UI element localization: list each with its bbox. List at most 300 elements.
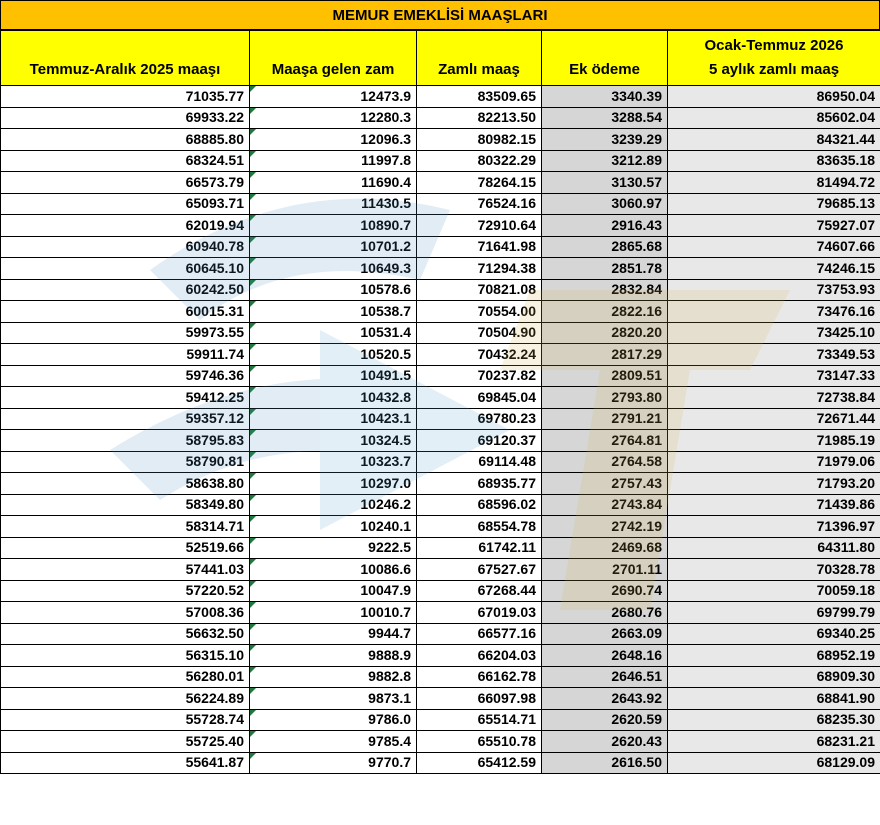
salary-2026-cell[interactable] bbox=[668, 344, 880, 366]
raised-salary-cell[interactable] bbox=[417, 150, 542, 172]
raised-salary-cell[interactable] bbox=[417, 580, 542, 602]
current-salary-cell[interactable] bbox=[1, 408, 250, 430]
cell-value: 64311.80 bbox=[817, 539, 875, 555]
cell-value: 10432.8 bbox=[360, 388, 411, 405]
extra-payment-cell[interactable] bbox=[542, 301, 668, 323]
extra-payment-cell[interactable] bbox=[542, 150, 668, 172]
raise-cell[interactable] bbox=[250, 129, 417, 151]
extra-payment-cell[interactable] bbox=[542, 387, 668, 409]
cell-value: 69933.22 bbox=[185, 109, 244, 125]
table-row bbox=[1, 731, 880, 753]
cell-value: 57441.03 bbox=[185, 560, 244, 577]
cell-value: 10538.7 bbox=[360, 302, 411, 319]
extra-payment-cell[interactable] bbox=[542, 236, 668, 258]
cell-value: 12473.9 bbox=[360, 87, 411, 104]
salary-2026-cell[interactable] bbox=[668, 494, 880, 516]
raise-cell[interactable] bbox=[250, 731, 417, 753]
salary-2026-cell[interactable] bbox=[668, 451, 880, 473]
table-row bbox=[1, 559, 880, 581]
cell-error-marker bbox=[250, 86, 256, 92]
cell-value: 2764.81 bbox=[611, 431, 662, 448]
cell-error-marker bbox=[250, 430, 256, 436]
raise-cell[interactable] bbox=[250, 86, 417, 108]
current-salary-cell[interactable] bbox=[1, 322, 250, 344]
raised-salary-cell[interactable] bbox=[417, 709, 542, 731]
current-salary-cell[interactable] bbox=[1, 666, 250, 688]
cell-value: 70554.00 bbox=[477, 302, 536, 319]
current-salary-cell[interactable] bbox=[1, 279, 250, 301]
header-row bbox=[1, 31, 880, 86]
raised-salary-cell[interactable] bbox=[417, 451, 542, 473]
current-salary-cell[interactable] bbox=[1, 559, 250, 581]
cell-value: 10520.5 bbox=[360, 345, 411, 362]
cell-value: 2620.43 bbox=[611, 732, 662, 749]
cell-value: 73147.33 bbox=[816, 367, 875, 383]
raise-cell[interactable] bbox=[250, 580, 417, 602]
extra-payment-cell[interactable] bbox=[542, 473, 668, 495]
salary-2026-cell[interactable] bbox=[668, 709, 880, 731]
cell-value: 3212.89 bbox=[611, 152, 662, 168]
salary-2026-cell[interactable] bbox=[668, 365, 880, 387]
current-salary-cell[interactable] bbox=[1, 494, 250, 516]
current-salary-cell[interactable] bbox=[1, 236, 250, 258]
extra-payment-cell[interactable] bbox=[542, 731, 668, 753]
column-header-extra-payment[interactable]: Ek ödeme bbox=[542, 31, 668, 86]
cell-value: 70328.78 bbox=[816, 560, 875, 577]
cell-value: 60242.50 bbox=[185, 281, 244, 297]
salary-2026-cell[interactable] bbox=[668, 322, 880, 344]
raised-salary-cell[interactable] bbox=[417, 172, 542, 194]
current-salary-cell[interactable] bbox=[1, 537, 250, 559]
cell-value: 69799.79 bbox=[816, 603, 875, 620]
cell-value: 68235.30 bbox=[816, 711, 875, 727]
table-row bbox=[1, 365, 880, 387]
cell-value: 66577.16 bbox=[477, 625, 536, 641]
cell-error-marker bbox=[250, 409, 256, 415]
raised-salary-cell[interactable] bbox=[417, 516, 542, 538]
raised-salary-cell[interactable] bbox=[417, 494, 542, 516]
raise-cell[interactable] bbox=[250, 215, 417, 237]
raise-cell[interactable] bbox=[250, 258, 417, 280]
cell-value: 10491.5 bbox=[360, 367, 411, 383]
cell-error-marker bbox=[250, 366, 256, 372]
salary-2026-cell[interactable] bbox=[668, 752, 880, 774]
raise-cell[interactable] bbox=[250, 709, 417, 731]
current-salary-cell[interactable] bbox=[1, 516, 250, 538]
raised-salary-cell[interactable] bbox=[417, 473, 542, 495]
current-salary-cell[interactable] bbox=[1, 344, 250, 366]
cell-value: 70059.18 bbox=[816, 582, 875, 598]
raised-salary-cell[interactable] bbox=[417, 623, 542, 645]
raise-cell[interactable] bbox=[250, 451, 417, 473]
sheet-title: MEMUR EMEKLİSİ MAAŞLARI bbox=[0, 0, 880, 30]
table-row bbox=[1, 666, 880, 688]
cell-error-marker bbox=[250, 344, 256, 350]
salary-2026-cell[interactable] bbox=[668, 107, 880, 129]
salary-2026-cell[interactable] bbox=[668, 473, 880, 495]
cell-value: 55641.87 bbox=[185, 754, 244, 770]
cell-value: 71294.38 bbox=[477, 259, 536, 276]
cell-error-marker bbox=[250, 452, 256, 458]
cell-value: 72738.84 bbox=[816, 388, 875, 405]
raise-cell[interactable] bbox=[250, 387, 417, 409]
cell-error-marker bbox=[250, 688, 256, 694]
raise-cell[interactable] bbox=[250, 322, 417, 344]
current-salary-cell[interactable] bbox=[1, 731, 250, 753]
cell-value: 68554.78 bbox=[477, 517, 536, 534]
cell-value: 56280.01 bbox=[185, 668, 244, 684]
current-salary-cell[interactable] bbox=[1, 602, 250, 624]
cell-value: 10086.6 bbox=[360, 560, 411, 577]
extra-payment-cell[interactable] bbox=[542, 193, 668, 215]
current-salary-cell[interactable] bbox=[1, 86, 250, 108]
cell-value: 2646.51 bbox=[611, 668, 662, 684]
cell-value: 83635.18 bbox=[816, 152, 875, 168]
current-salary-cell[interactable] bbox=[1, 688, 250, 710]
extra-payment-cell[interactable] bbox=[542, 580, 668, 602]
cell-value: 56632.50 bbox=[185, 625, 244, 641]
raise-cell[interactable] bbox=[250, 344, 417, 366]
cell-error-marker bbox=[250, 280, 256, 286]
raised-salary-cell[interactable] bbox=[417, 279, 542, 301]
cell-value: 60645.10 bbox=[185, 259, 244, 276]
current-salary-cell[interactable] bbox=[1, 301, 250, 323]
cell-value: 56224.89 bbox=[185, 689, 244, 706]
raised-salary-cell[interactable] bbox=[417, 430, 542, 452]
cell-value: 68885.80 bbox=[185, 130, 244, 147]
current-salary-cell[interactable] bbox=[1, 709, 250, 731]
salary-2026-cell[interactable] bbox=[668, 430, 880, 452]
raised-salary-cell[interactable] bbox=[417, 258, 542, 280]
cell-value: 57220.52 bbox=[185, 582, 244, 598]
extra-payment-cell[interactable] bbox=[542, 602, 668, 624]
raise-cell[interactable] bbox=[250, 666, 417, 688]
cell-error-marker bbox=[250, 645, 256, 651]
cell-value: 12280.3 bbox=[360, 109, 411, 125]
column-header-raise[interactable]: Maaşa gelen zam bbox=[250, 31, 417, 86]
salary-2026-cell[interactable] bbox=[668, 537, 880, 559]
raised-salary-cell[interactable] bbox=[417, 193, 542, 215]
cell-value: 11997.8 bbox=[361, 152, 411, 168]
raise-cell[interactable] bbox=[250, 430, 417, 452]
extra-payment-cell[interactable] bbox=[542, 645, 668, 667]
salary-2026-cell[interactable] bbox=[668, 516, 880, 538]
extra-payment-cell[interactable] bbox=[542, 688, 668, 710]
cell-value: 60940.78 bbox=[185, 238, 244, 254]
extra-payment-cell[interactable] bbox=[542, 537, 668, 559]
raised-salary-cell[interactable] bbox=[417, 408, 542, 430]
raised-salary-cell[interactable] bbox=[417, 559, 542, 581]
raised-salary-cell[interactable] bbox=[417, 365, 542, 387]
table-row bbox=[1, 709, 880, 731]
extra-payment-cell[interactable] bbox=[542, 258, 668, 280]
raise-cell[interactable] bbox=[250, 193, 417, 215]
cell-value: 83509.65 bbox=[477, 87, 536, 104]
cell-value: 72910.64 bbox=[477, 216, 536, 233]
salary-2026-cell[interactable] bbox=[668, 645, 880, 667]
salary-2026-cell[interactable] bbox=[668, 408, 880, 430]
raised-salary-cell[interactable] bbox=[417, 537, 542, 559]
current-salary-cell[interactable] bbox=[1, 387, 250, 409]
cell-value: 58349.80 bbox=[185, 496, 244, 512]
table-body bbox=[1, 86, 880, 774]
salary-2026-cell[interactable] bbox=[668, 86, 880, 108]
raised-salary-cell[interactable] bbox=[417, 731, 542, 753]
column-header-current-salary[interactable]: Temmuz-Aralık 2025 maaşı bbox=[1, 31, 250, 86]
table-row bbox=[1, 215, 880, 237]
table-row bbox=[1, 387, 880, 409]
salary-2026-cell[interactable] bbox=[668, 731, 880, 753]
cell-value: 72671.44 bbox=[816, 410, 875, 426]
cell-value: 2663.09 bbox=[611, 625, 662, 641]
cell-value: 55728.74 bbox=[185, 711, 244, 727]
cell-error-marker bbox=[250, 495, 256, 501]
cell-error-marker bbox=[250, 710, 256, 716]
cell-error-marker bbox=[250, 215, 256, 221]
raise-cell[interactable] bbox=[250, 279, 417, 301]
column-header-raised-salary[interactable]: Zamlı maaş bbox=[417, 31, 542, 86]
cell-value: 82213.50 bbox=[477, 109, 536, 125]
cell-value: 60015.31 bbox=[185, 302, 244, 319]
cell-value: 2793.80 bbox=[611, 388, 662, 405]
salary-2026-cell[interactable] bbox=[668, 236, 880, 258]
table-row bbox=[1, 344, 880, 366]
raised-salary-cell[interactable] bbox=[417, 752, 542, 774]
raised-salary-cell[interactable] bbox=[417, 688, 542, 710]
raise-cell[interactable] bbox=[250, 236, 417, 258]
cell-value: 3239.29 bbox=[611, 130, 662, 147]
cell-value: 70821.08 bbox=[477, 281, 536, 297]
cell-value: 59973.55 bbox=[185, 324, 244, 340]
cell-value: 80982.15 bbox=[477, 130, 536, 147]
cell-value: 2620.59 bbox=[611, 711, 662, 727]
cell-value: 68596.02 bbox=[477, 496, 536, 512]
cell-value: 67019.03 bbox=[477, 603, 536, 620]
cell-value: 10047.9 bbox=[360, 582, 411, 598]
cell-error-marker bbox=[250, 473, 256, 479]
cell-value: 58314.71 bbox=[185, 517, 244, 534]
raised-salary-cell[interactable] bbox=[417, 129, 542, 151]
cell-value: 67527.67 bbox=[477, 560, 536, 577]
cell-value: 84321.44 bbox=[816, 130, 875, 147]
salary-2026-cell[interactable] bbox=[668, 172, 880, 194]
cell-value: 9785.4 bbox=[368, 732, 411, 749]
raised-salary-cell[interactable] bbox=[417, 645, 542, 667]
cell-error-marker bbox=[250, 602, 256, 608]
salary-2026-cell[interactable] bbox=[668, 301, 880, 323]
table-row bbox=[1, 129, 880, 151]
salary-2026-cell[interactable] bbox=[668, 623, 880, 645]
current-salary-cell[interactable] bbox=[1, 107, 250, 129]
extra-payment-cell[interactable] bbox=[542, 322, 668, 344]
salary-2026-cell[interactable] bbox=[668, 666, 880, 688]
table-row bbox=[1, 473, 880, 495]
cell-value: 68909.30 bbox=[816, 668, 875, 684]
extra-payment-cell[interactable] bbox=[542, 666, 668, 688]
current-salary-cell[interactable] bbox=[1, 430, 250, 452]
cell-value: 11690.4 bbox=[361, 173, 411, 190]
raise-cell[interactable] bbox=[250, 688, 417, 710]
cell-error-marker bbox=[250, 301, 256, 307]
extra-payment-cell[interactable] bbox=[542, 344, 668, 366]
raise-cell[interactable] bbox=[250, 602, 417, 624]
cell-value: 67268.44 bbox=[477, 582, 536, 598]
raised-salary-cell[interactable] bbox=[417, 86, 542, 108]
raised-salary-cell[interactable] bbox=[417, 602, 542, 624]
raised-salary-cell[interactable] bbox=[417, 236, 542, 258]
raise-cell[interactable] bbox=[250, 559, 417, 581]
salary-2026-cell[interactable] bbox=[668, 387, 880, 409]
extra-payment-cell[interactable] bbox=[542, 365, 668, 387]
raised-salary-cell[interactable] bbox=[417, 107, 542, 129]
cell-value: 74607.66 bbox=[816, 238, 875, 254]
cell-value: 73753.93 bbox=[816, 281, 875, 297]
current-salary-cell[interactable] bbox=[1, 215, 250, 237]
cell-value: 2743.84 bbox=[611, 496, 662, 512]
cell-value: 73476.16 bbox=[816, 302, 875, 319]
cell-value: 65093.71 bbox=[185, 195, 244, 211]
raised-salary-cell[interactable] bbox=[417, 301, 542, 323]
cell-error-marker bbox=[250, 108, 256, 114]
current-salary-cell[interactable] bbox=[1, 150, 250, 172]
raise-cell[interactable] bbox=[250, 494, 417, 516]
raised-salary-cell[interactable] bbox=[417, 322, 542, 344]
extra-payment-cell[interactable] bbox=[542, 494, 668, 516]
cell-error-marker bbox=[250, 172, 256, 178]
current-salary-cell[interactable] bbox=[1, 623, 250, 645]
table-row bbox=[1, 516, 880, 538]
raise-cell[interactable] bbox=[250, 752, 417, 774]
extra-payment-cell[interactable] bbox=[542, 279, 668, 301]
current-salary-cell[interactable] bbox=[1, 365, 250, 387]
cell-value: 69340.25 bbox=[816, 625, 875, 641]
cell-error-marker bbox=[250, 624, 256, 630]
extra-payment-cell[interactable] bbox=[542, 107, 668, 129]
cell-value: 10324.5 bbox=[360, 431, 411, 448]
cell-value: 10297.0 bbox=[360, 474, 411, 491]
current-salary-cell[interactable] bbox=[1, 258, 250, 280]
cell-value: 10890.7 bbox=[360, 216, 411, 233]
current-salary-cell[interactable] bbox=[1, 451, 250, 473]
extra-payment-cell[interactable] bbox=[542, 559, 668, 581]
cell-value: 2791.21 bbox=[611, 410, 662, 426]
cell-value: 66204.03 bbox=[477, 646, 536, 663]
cell-value: 68231.21 bbox=[816, 732, 875, 749]
extra-payment-cell[interactable] bbox=[542, 430, 668, 452]
cell-value: 55725.40 bbox=[185, 732, 244, 749]
salary-2026-cell[interactable] bbox=[668, 602, 880, 624]
cell-value: 2820.20 bbox=[611, 324, 662, 340]
raise-cell[interactable] bbox=[250, 365, 417, 387]
cell-value: 85602.04 bbox=[816, 109, 875, 125]
current-salary-cell[interactable] bbox=[1, 172, 250, 194]
extra-payment-cell[interactable] bbox=[542, 172, 668, 194]
raise-cell[interactable] bbox=[250, 150, 417, 172]
cell-value: 2616.50 bbox=[611, 754, 662, 770]
raised-salary-cell[interactable] bbox=[417, 387, 542, 409]
salary-2026-cell[interactable] bbox=[668, 688, 880, 710]
current-salary-cell[interactable] bbox=[1, 645, 250, 667]
table-row bbox=[1, 236, 880, 258]
extra-payment-cell[interactable] bbox=[542, 623, 668, 645]
cell-value: 71979.06 bbox=[816, 453, 875, 469]
current-salary-cell[interactable] bbox=[1, 129, 250, 151]
cell-value: 71793.20 bbox=[816, 474, 875, 491]
salary-2026-cell[interactable] bbox=[668, 580, 880, 602]
cell-value: 58795.83 bbox=[185, 431, 244, 448]
cell-value: 86950.04 bbox=[816, 87, 875, 104]
current-salary-cell[interactable] bbox=[1, 580, 250, 602]
salary-2026-cell[interactable] bbox=[668, 559, 880, 581]
cell-value: 68935.77 bbox=[477, 474, 536, 491]
raise-cell[interactable] bbox=[250, 516, 417, 538]
cell-error-marker bbox=[250, 151, 256, 157]
cell-value: 68129.09 bbox=[816, 754, 875, 770]
extra-payment-cell[interactable] bbox=[542, 752, 668, 774]
raise-cell[interactable] bbox=[250, 537, 417, 559]
raise-cell[interactable] bbox=[250, 623, 417, 645]
extra-payment-cell[interactable] bbox=[542, 516, 668, 538]
cell-value: 68952.19 bbox=[816, 646, 875, 663]
extra-payment-cell[interactable] bbox=[542, 86, 668, 108]
cell-value: 2851.78 bbox=[611, 259, 662, 276]
extra-payment-cell[interactable] bbox=[542, 215, 668, 237]
current-salary-cell[interactable] bbox=[1, 473, 250, 495]
extra-payment-cell[interactable] bbox=[542, 129, 668, 151]
extra-payment-cell[interactable] bbox=[542, 451, 668, 473]
cell-value: 2809.51 bbox=[611, 367, 662, 383]
table-row bbox=[1, 86, 880, 108]
cell-value: 10010.7 bbox=[360, 603, 411, 620]
raised-salary-cell[interactable] bbox=[417, 666, 542, 688]
cell-value: 52519.66 bbox=[185, 539, 244, 555]
cell-value: 62019.94 bbox=[185, 216, 244, 233]
cell-value: 2822.16 bbox=[611, 302, 662, 319]
raise-cell[interactable] bbox=[250, 301, 417, 323]
salary-2026-cell[interactable] bbox=[668, 150, 880, 172]
cell-value: 81494.72 bbox=[816, 173, 875, 190]
raised-salary-cell[interactable] bbox=[417, 344, 542, 366]
salary-2026-cell[interactable] bbox=[668, 215, 880, 237]
cell-value: 61742.11 bbox=[478, 539, 536, 555]
cell-value: 71439.86 bbox=[816, 496, 875, 512]
current-salary-cell[interactable] bbox=[1, 193, 250, 215]
cell-value: 65514.71 bbox=[477, 711, 536, 727]
cell-error-marker bbox=[250, 581, 256, 587]
cell-value: 10578.6 bbox=[360, 281, 411, 297]
raise-cell[interactable] bbox=[250, 107, 417, 129]
raise-cell[interactable] bbox=[250, 473, 417, 495]
salary-2026-cell[interactable] bbox=[668, 279, 880, 301]
cell-value: 2742.19 bbox=[611, 517, 662, 534]
raised-salary-cell[interactable] bbox=[417, 215, 542, 237]
extra-payment-cell[interactable] bbox=[542, 408, 668, 430]
extra-payment-cell[interactable] bbox=[542, 709, 668, 731]
cell-value: 3060.97 bbox=[611, 195, 662, 211]
cell-value: 2865.68 bbox=[611, 238, 662, 254]
column-header-2026-salary[interactable]: Ocak-Temmuz 2026 5 aylık zamlı maaş bbox=[668, 31, 880, 86]
cell-value: 11430.5 bbox=[361, 195, 411, 211]
raise-cell[interactable] bbox=[250, 645, 417, 667]
current-salary-cell[interactable] bbox=[1, 752, 250, 774]
raise-cell[interactable] bbox=[250, 172, 417, 194]
salary-2026-cell[interactable] bbox=[668, 129, 880, 151]
cell-value: 71641.98 bbox=[477, 238, 536, 254]
raise-cell[interactable] bbox=[250, 408, 417, 430]
salary-2026-cell[interactable] bbox=[668, 193, 880, 215]
salary-2026-cell[interactable] bbox=[668, 258, 880, 280]
cell-value: 12096.3 bbox=[360, 130, 411, 147]
